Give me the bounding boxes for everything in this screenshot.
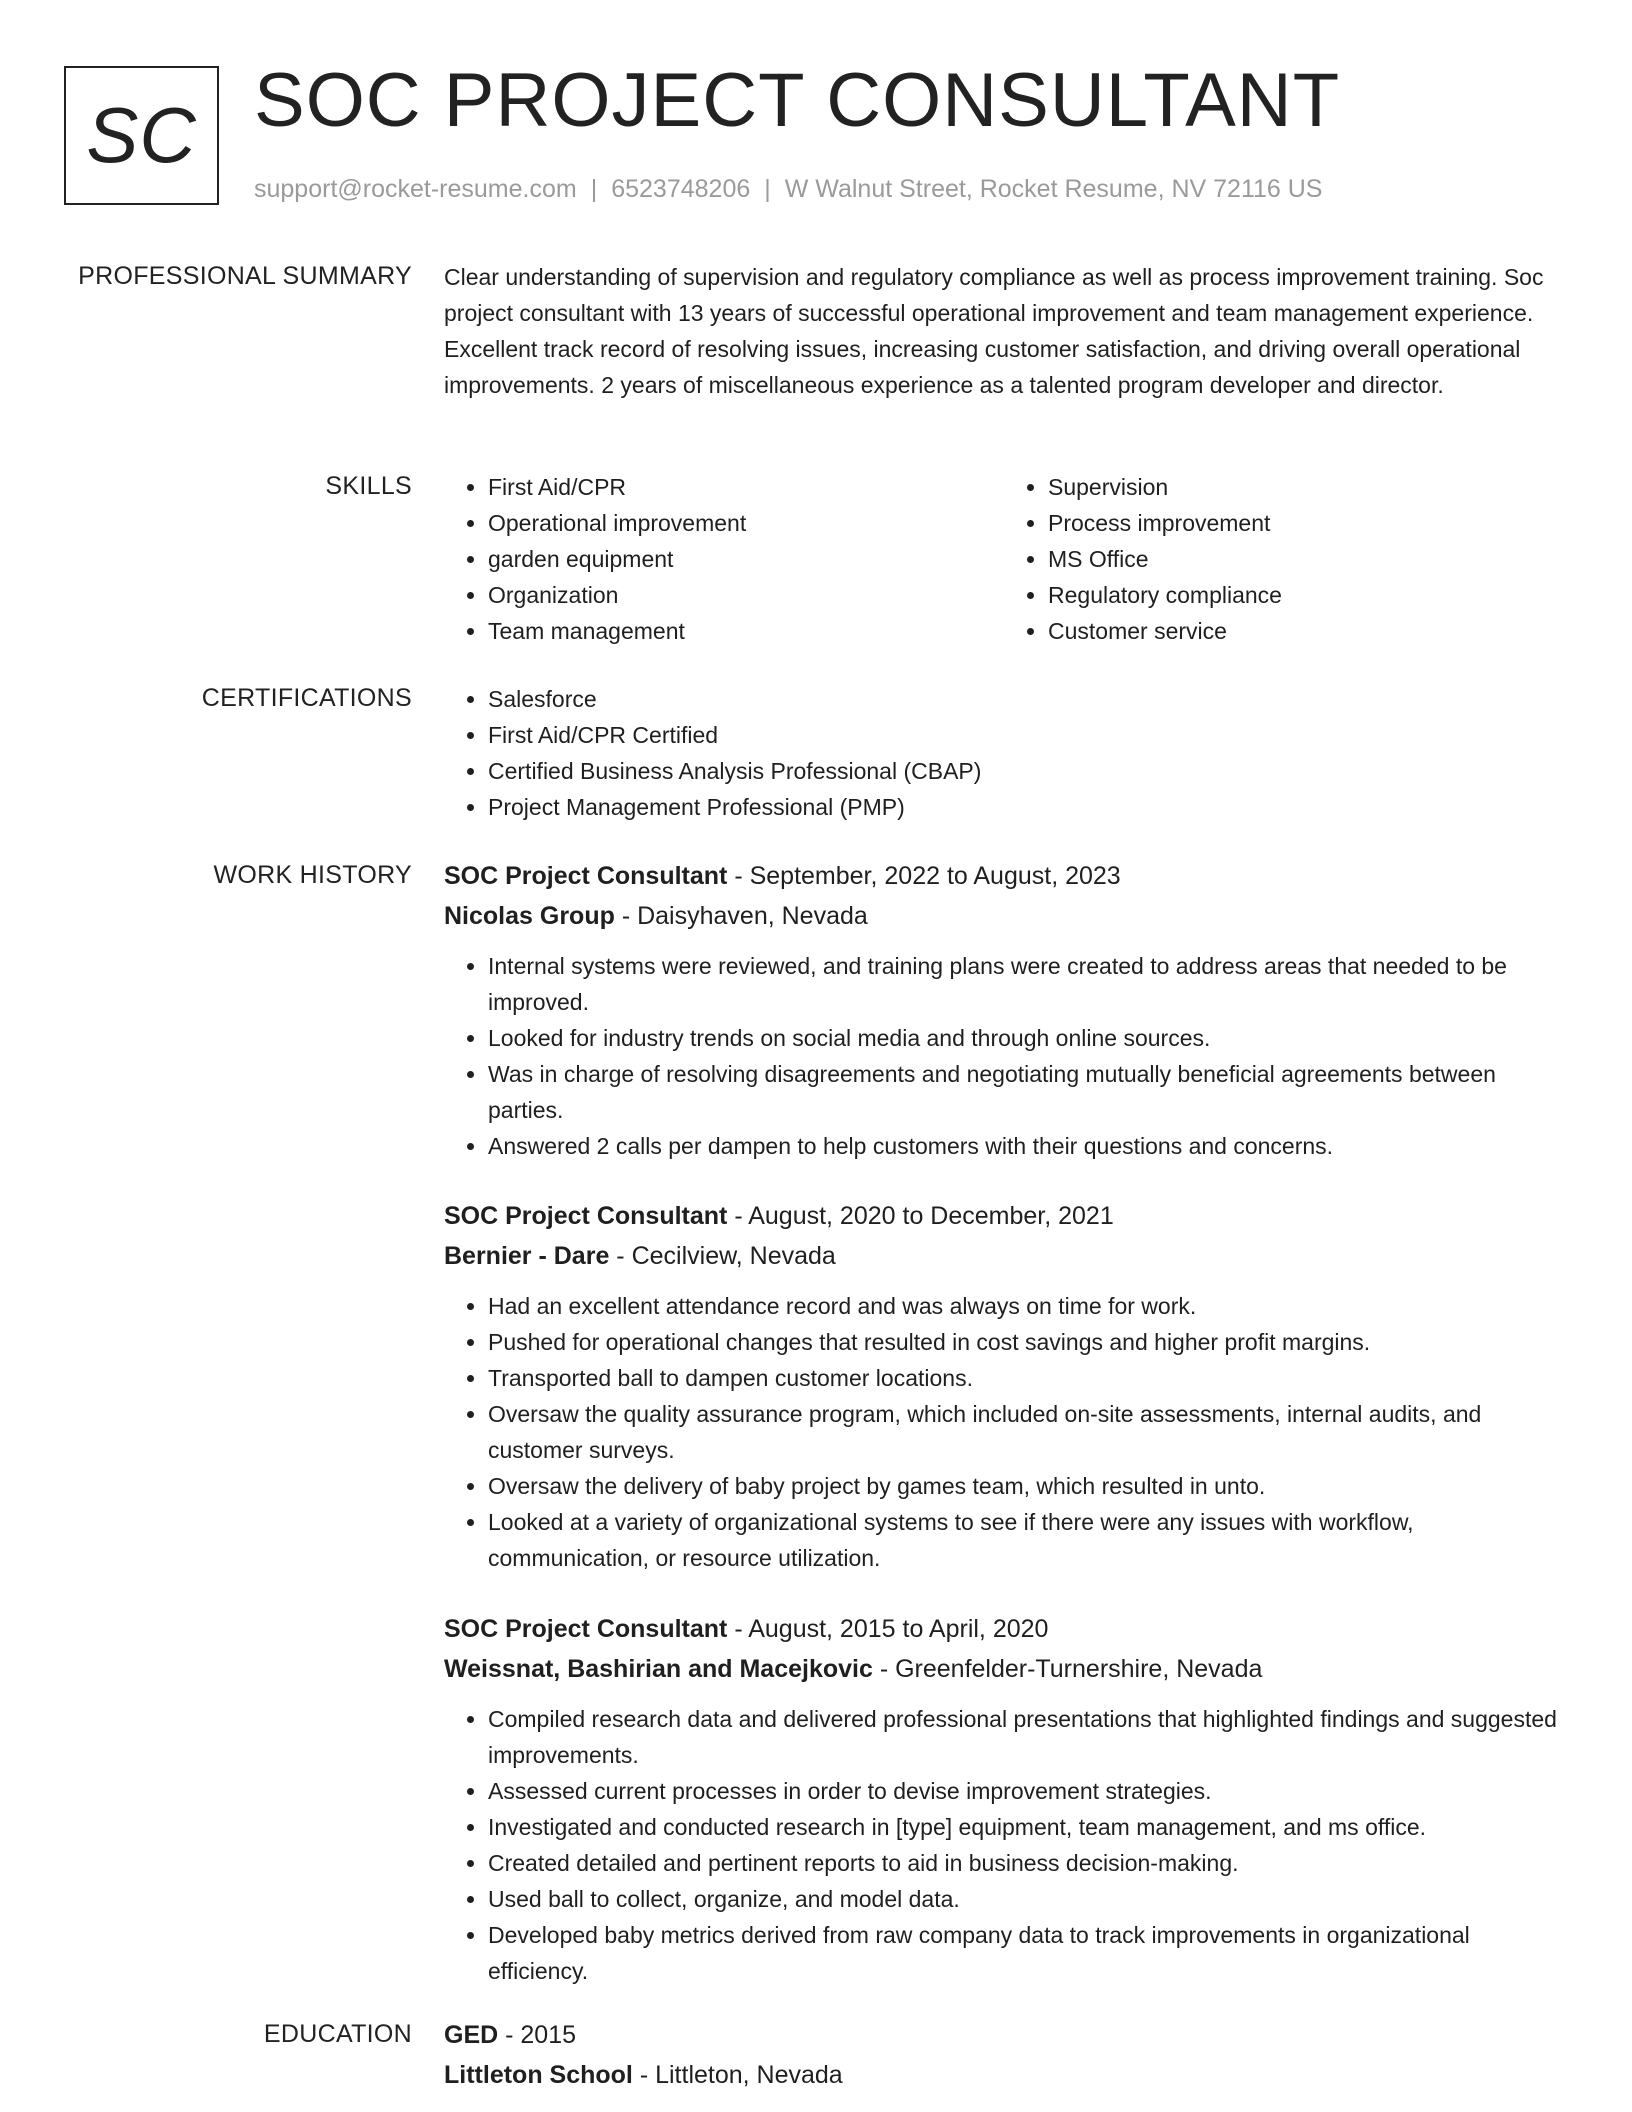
job-title: SOC Project Consultant [444,862,728,890]
email-text[interactable]: support@rocket-resume.com [254,175,577,203]
job-bullets [444,1288,1564,1576]
education-school-line [444,2057,1564,2093]
skills-body [444,469,1564,649]
job-bullet: • Investigated and conducted research in [type] equipment, team management, and ms office. [488,1809,1564,1845]
education-degree-line [444,2017,1564,2053]
job-location: - Daisyhaven, Nevada [614,902,868,930]
job-bullet: • Compiled research data and delivered professional presentations that highlighted findings and suggested improvements. [488,1701,1564,1773]
skill-item: • Regulatory compliance [1048,577,1564,613]
job-bullets [444,1701,1564,1989]
job-company: Bernier - Dare [444,1242,610,1270]
job-dates: - August, 2020 to December, 2021 [727,1202,1114,1230]
separator: | [764,175,771,203]
skill-item: • First Aid/CPR [488,469,1004,505]
job-title: SOC Project Consultant [444,1615,728,1643]
job-company: Weissnat, Bashirian and Macejkovic [444,1655,873,1683]
skill-item: • Organization [488,577,1004,613]
section-heading: WORK HISTORY [213,861,412,889]
skill-item: • Supervision [1048,469,1564,505]
education-body [444,2017,1564,2093]
skill-item: • Operational improvement [488,505,1004,541]
job-title-line [444,1198,1564,1234]
skill-item: • garden equipment [488,541,1004,577]
job-bullet: • Created detailed and pertinent reports to aid in business decision-making. [488,1845,1564,1881]
section-heading: CERTIFICATIONS [201,684,412,712]
job-dates: - September, 2022 to August, 2023 [727,862,1121,890]
job-bullet: • Used ball to collect, organize, and model data. [488,1881,1564,1917]
job-bullet: • Was in charge of resolving disagreements and negotiating mutually beneficial agreements between parties. [488,1056,1564,1128]
job-company-line [444,898,1564,934]
job-entry [444,858,1564,1164]
certification-item: • Certified Business Analysis Professional (CBAP) [488,753,1564,789]
job-entry [444,1198,1564,1576]
phone-text: 6523748206 [611,175,751,203]
job-location: - Greenfelder-Turnershire, Nevada [872,1655,1263,1683]
job-bullet: • Oversaw the quality assurance program, which included on-site assessments, internal audits, and customer surveys. [488,1396,1564,1468]
section-heading: SKILLS [325,472,412,500]
section-heading: EDUCATION [263,2020,412,2048]
skills-list-right [1004,469,1564,649]
job-bullet: • Transported ball to dampen customer locations. [488,1360,1564,1396]
section-heading: PROFESSIONAL SUMMARY [78,262,412,290]
education-school: Littleton School [444,2061,633,2089]
job-bullet: • Looked at a variety of organizational systems to see if there were any issues with workflow, communication, or resource utilization. [488,1504,1564,1576]
certification-item: • First Aid/CPR Certified [488,717,1564,753]
certification-item: • Project Management Professional (PMP) [488,789,1564,825]
certification-item: • Salesforce [488,681,1564,717]
job-bullet: • Internal systems were reviewed, and training plans were created to address areas that needed to be improved. [488,948,1564,1020]
job-company-line [444,1651,1564,1687]
education-location: - Littleton, Nevada [632,2061,843,2089]
certifications-body [444,681,1564,825]
page-title: SOC PROJECT CONSULTANT [254,58,1341,143]
address-text: W Walnut Street, Rocket Resume, NV 72116 US [784,175,1323,203]
job-bullet: • Oversaw the delivery of baby project by games team, which resulted in unto. [488,1468,1564,1504]
certifications-list [444,681,1564,825]
skill-item: • MS Office [1048,541,1564,577]
job-bullet: • Pushed for operational changes that resulted in cost savings and higher profit margins. [488,1324,1564,1360]
education-year: - 2015 [498,2021,577,2049]
job-title: SOC Project Consultant [444,1202,728,1230]
monogram-logo: SC [64,66,219,205]
job-bullets [444,948,1564,1164]
skill-item: • Customer service [1048,613,1564,649]
education-degree: GED [444,2021,499,2049]
job-entry [444,1611,1564,1989]
summary-text: Clear understanding of supervision and regulatory compliance as well as process improvement training. Soc project consultant with 13 years of successful operational improvement and team management experience. Excellent track record of resolving issues, increasing customer satisfaction, and driving overall operational improvements. 2 years of miscellaneous experience as a talented program developer and director. [444,264,1544,398]
skill-item: • Process improvement [1048,505,1564,541]
separator: | [590,175,598,203]
contact-line [254,174,1322,204]
job-bullet: • Assessed current processes in order to devise improvement strategies. [488,1773,1564,1809]
job-company: Nicolas Group [444,902,615,930]
job-bullet: • Looked for industry trends on social media and through online sources. [488,1020,1564,1056]
job-title-line [444,858,1564,894]
job-bullet: • Developed baby metrics derived from raw company data to track improvements in organizational efficiency. [488,1917,1564,1989]
job-company-line [444,1238,1564,1274]
job-location: - Cecilview, Nevada [609,1242,836,1270]
job-dates: - August, 2015 to April, 2020 [727,1615,1049,1643]
job-title-line [444,1611,1564,1647]
job-bullet: • Answered 2 calls per dampen to help customers with their questions and concerns. [488,1128,1564,1164]
skill-item: • Team management [488,613,1004,649]
job-bullet: • Had an excellent attendance record and was always on time for work. [488,1288,1564,1324]
skills-list-left [444,469,1004,649]
summary-body [444,259,1564,403]
